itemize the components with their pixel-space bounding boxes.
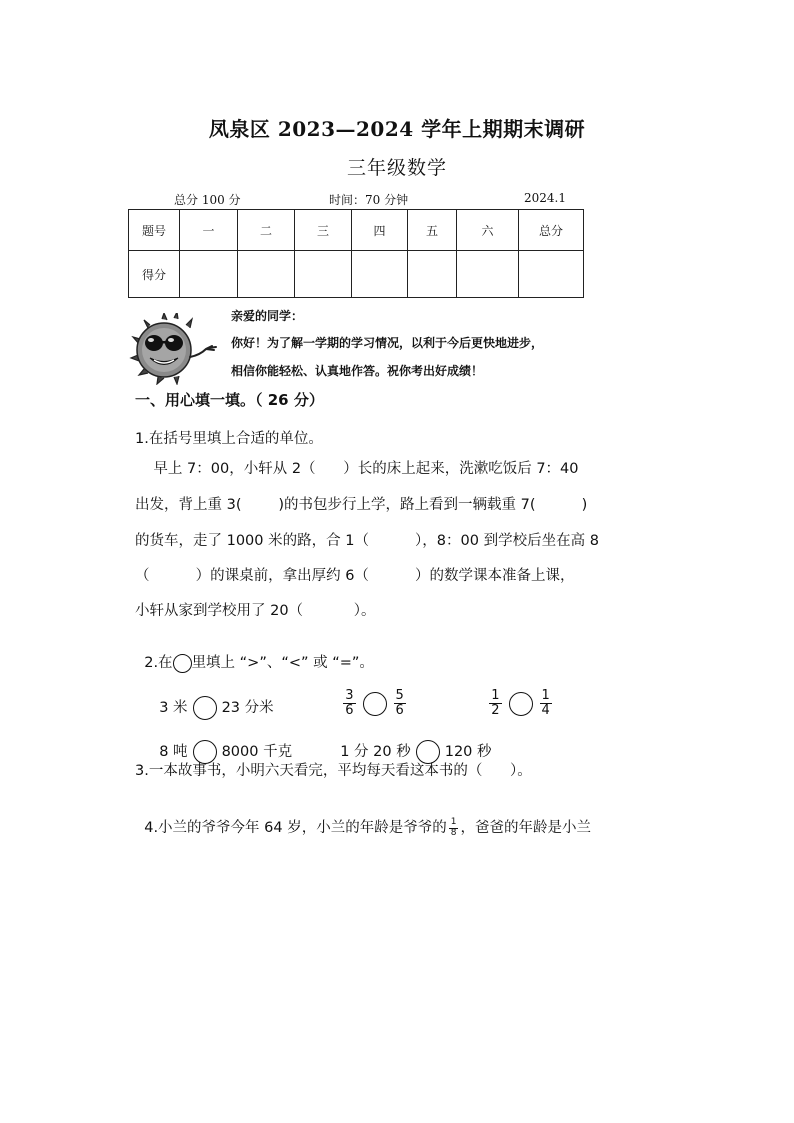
compare-item-2 xyxy=(332,673,408,719)
compare-circle-input[interactable] xyxy=(363,692,387,716)
fraction-numerator: 5 xyxy=(395,688,404,703)
score-table-header-cell: 二 xyxy=(238,210,295,251)
score-table-header-cell: 总分 xyxy=(519,210,584,251)
exam-title: 凤泉区 2023—2024 学年上期期末调研 xyxy=(208,117,586,141)
compare-right: 23 分米 xyxy=(221,700,274,716)
fraction-left xyxy=(343,689,355,719)
fraction-numerator: 1 xyxy=(491,688,500,703)
fraction-denominator: 8 xyxy=(450,827,457,838)
score-table-header-cell: 五 xyxy=(408,210,457,251)
question-1-prompt: 1.在括号里填上合适的单位。 xyxy=(135,431,323,447)
score-table-header-cell: 四 xyxy=(352,210,408,251)
compare-item-1 xyxy=(150,680,274,720)
greeting-line-1: 你好！为了解一学期的学习情况，以利于今后更快地进步， xyxy=(231,336,544,350)
circle-icon xyxy=(173,654,192,673)
fraction-right xyxy=(540,689,552,719)
question-2-prompt-post: 里填上 “>”、“<” 或 “=”。 xyxy=(191,655,374,671)
compare-left: 1 分 20 秒 xyxy=(340,744,411,760)
question-2-prompt xyxy=(135,635,374,673)
compare-circle-input[interactable] xyxy=(509,692,533,716)
exam-date: 2024.1 xyxy=(524,191,566,205)
fraction-denominator: 2 xyxy=(491,703,500,719)
compare-left: 8 吨 xyxy=(159,744,188,760)
score-table-header-cell: 三 xyxy=(295,210,352,251)
question-4-fraction xyxy=(449,818,459,839)
question-1-line: 早上 7：00，小轩从 2（ ）长的床上起来，洗漱吃饭后 7：40 xyxy=(135,461,579,477)
question-1-line: 的货车，走了 1000 米的路，合 1（ ），8：00 到学校后坐在高 8 xyxy=(135,533,599,549)
question-1-line: （ ）的课桌前，拿出厚约 6（ ）的数学课本准备上课， xyxy=(135,568,575,584)
question-1-line: 出发，背上重 3( )的书包步行上学，路上看到一辆载重 7( ) xyxy=(135,497,588,513)
sun-mascot-icon xyxy=(128,313,224,385)
question-3: 3.一本故事书，小明六天看完，平均每天看这本书的（ ）。 xyxy=(135,763,532,779)
fraction-right xyxy=(394,689,406,719)
total-score: 总分 100 分 xyxy=(174,193,241,207)
score-table-header-cell: 六 xyxy=(457,210,519,251)
score-table-header-cell: 题号 xyxy=(129,210,180,251)
question-4-post: ，爸爸的年龄是小兰 xyxy=(460,820,591,836)
compare-item-4 xyxy=(150,724,292,764)
fraction-left xyxy=(489,689,501,719)
section-1-heading: 一、用心填一填。（ 26 分） xyxy=(135,391,324,409)
fraction-denominator: 6 xyxy=(345,703,354,719)
exam-subtitle: 三年级数学 xyxy=(346,157,447,179)
fraction-denominator: 4 xyxy=(541,703,550,719)
question-1-line: 小轩从家到学校用了 20（ ）。 xyxy=(135,603,376,619)
question-4 xyxy=(135,800,591,838)
greeting-line-2: 相信你能轻松、认真地作答。祝你考出好成绩！ xyxy=(231,364,484,378)
score-cell[interactable] xyxy=(295,251,352,298)
compare-left: 3 米 xyxy=(159,700,188,716)
question-2-prompt-pre: 2.在 xyxy=(144,655,173,671)
score-cell[interactable] xyxy=(457,251,519,298)
question-4-pre: 4.小兰的爷爷今年 64 岁，小兰的年龄是爷爷的 xyxy=(144,820,447,836)
score-table-header-cell: 一 xyxy=(180,210,238,251)
exam-time: 时间：70 分钟 xyxy=(329,193,409,207)
score-table-score-row xyxy=(129,251,584,298)
score-cell[interactable] xyxy=(519,251,584,298)
fraction-numerator: 1 xyxy=(450,816,457,827)
score-table xyxy=(128,209,584,298)
compare-right: 8000 千克 xyxy=(221,744,293,760)
compare-item-5 xyxy=(331,724,492,764)
score-table-row-label: 得分 xyxy=(129,251,180,298)
fraction-numerator: 3 xyxy=(345,688,354,703)
score-cell[interactable] xyxy=(408,251,457,298)
score-table-header-row xyxy=(129,210,584,251)
score-cell[interactable] xyxy=(180,251,238,298)
compare-right: 120 秒 xyxy=(444,744,492,760)
fraction-numerator: 1 xyxy=(541,688,550,703)
greeting-salutation: 亲爱的同学： xyxy=(231,309,304,323)
compare-item-3 xyxy=(478,673,554,719)
score-cell[interactable] xyxy=(352,251,408,298)
compare-circle-input[interactable] xyxy=(193,696,217,720)
fraction-denominator: 6 xyxy=(395,703,404,719)
score-cell[interactable] xyxy=(238,251,295,298)
